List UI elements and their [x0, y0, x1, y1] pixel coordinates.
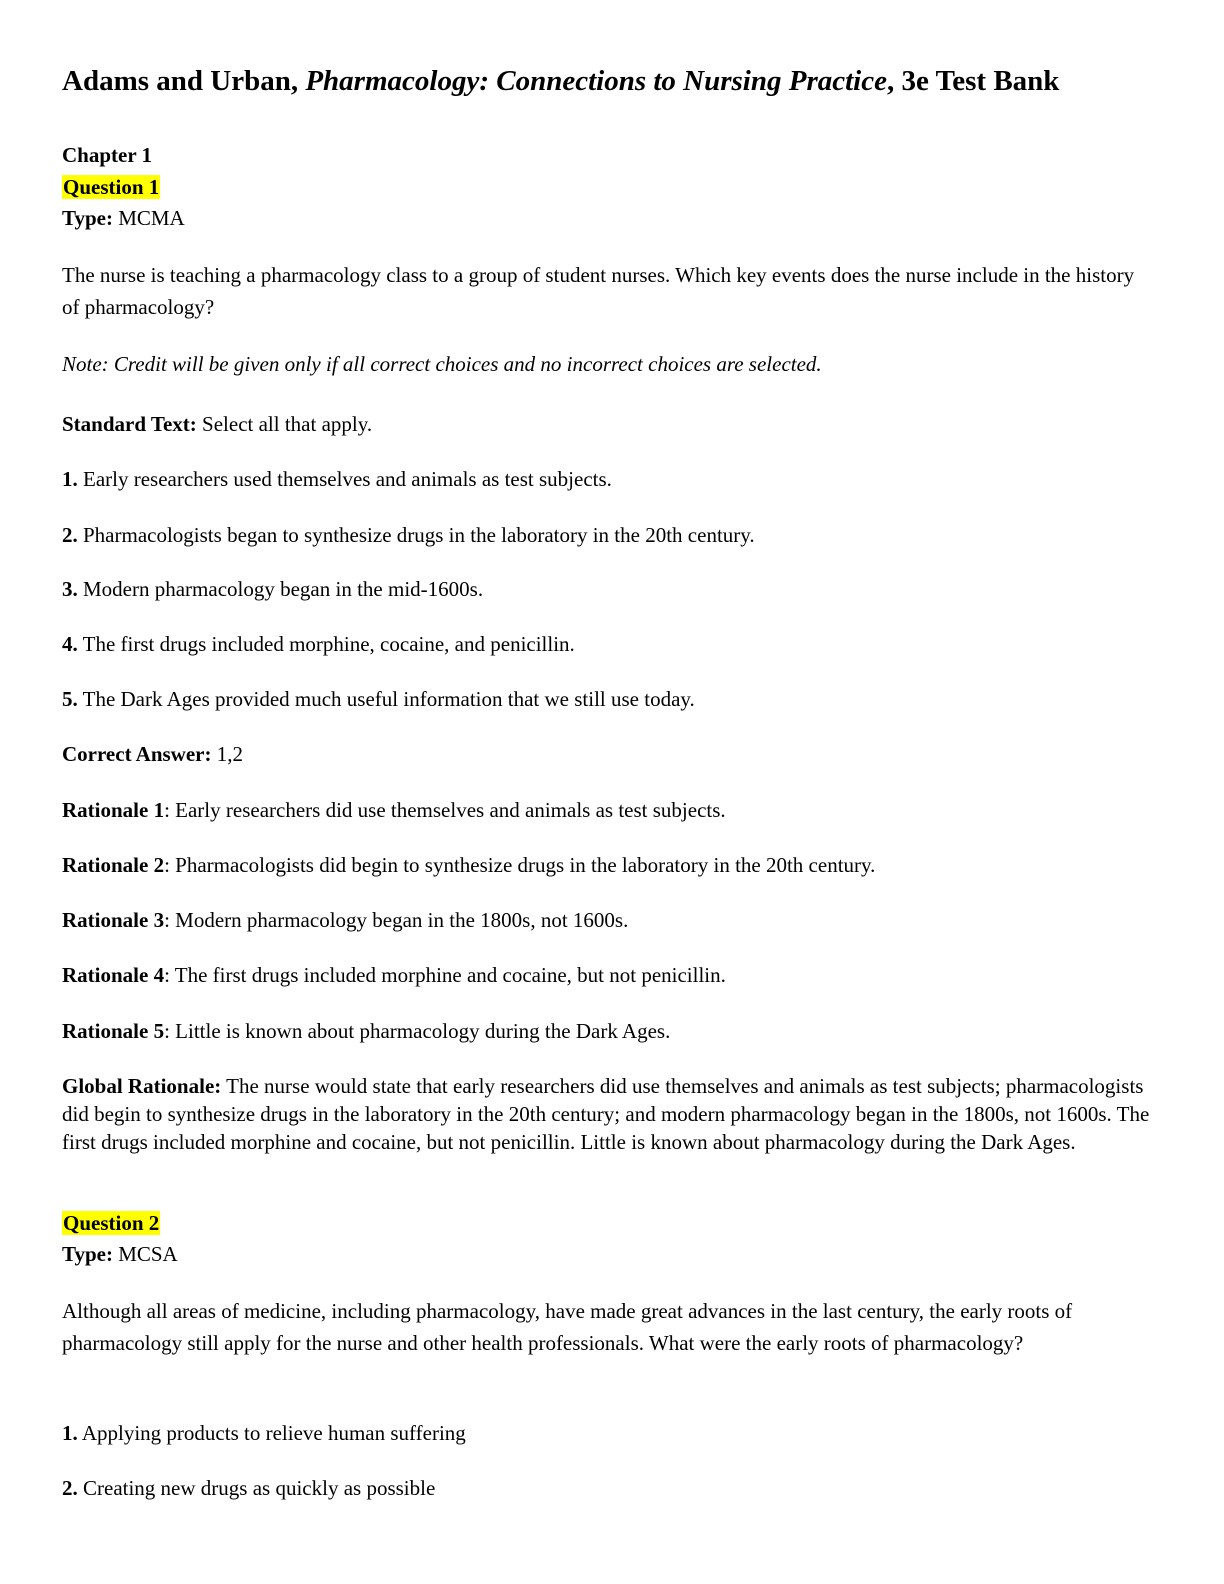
option-number: 4.: [62, 632, 78, 656]
option-text: Modern pharmacology began in the mid-1600s.: [77, 577, 484, 601]
correct-answer-label: Correct Answer:: [62, 742, 212, 766]
option-number: 3.: [62, 577, 78, 601]
question-1-option-1: [62, 465, 1152, 493]
rationale-text: : Modern pharmacology began in the 1800s, not 1600s.: [164, 908, 629, 932]
question-1-option-2: [62, 521, 1152, 549]
question-1-correct-answer: [62, 740, 1152, 768]
option-number: 2.: [62, 1476, 78, 1500]
rationale-label: Rationale 5: [62, 1019, 165, 1043]
rationale-3: [62, 906, 1152, 934]
option-text: Early researchers used themselves and animals as test subjects.: [77, 467, 612, 491]
chapter-heading: Chapter 1: [62, 143, 153, 167]
standard-text-label: Standard Text:: [62, 412, 197, 436]
question-1-stem: The nurse is teaching a pharmacology class to a group of student nurses. Which key events does the nurse include in the history of pharmacology?: [62, 263, 1135, 319]
type-value: MCMA: [112, 206, 185, 230]
question-2-option-2: [62, 1474, 1152, 1502]
option-text: The Dark Ages provided much useful information that we still use today.: [77, 687, 695, 711]
rationale-2: [62, 851, 1152, 879]
type-label: Type:: [62, 1242, 113, 1266]
rationale-label: Rationale 2: [62, 853, 165, 877]
question-1-option-3: [62, 575, 1152, 603]
option-number: 1.: [62, 467, 78, 491]
question-2-stem: Although all areas of medicine, including pharmacology, have made great advances in the last century, the early roots of pharmacology still apply for the nurse and other health professionals. What were the early roots of pharmacology?: [62, 1299, 1073, 1355]
type-label: Type:: [62, 206, 113, 230]
title-suffix: , 3e Test Bank: [886, 65, 1060, 97]
question-2-label: Question 2: [63, 1211, 160, 1235]
global-rationale-label: Global Rationale:: [62, 1074, 222, 1098]
title-prefix: Adams and Urban,: [62, 65, 306, 97]
rationale-text: : Pharmacologists did begin to synthesize drugs in the laboratory in the 20th century.: [164, 853, 876, 877]
standard-text-value: Select all that apply.: [196, 412, 373, 436]
global-rationale-text: The nurse would state that early researchers did use themselves and animals as test subjects; pharmacologists did begin to synthesize drugs in the laboratory in the 20th century; and modern pharmacology began in the 1800s, not 1600s. The first drugs included morphine and cocaine, but not penicillin. Little is known about pharmacology during the Dark Ages.: [62, 1074, 1150, 1154]
correct-answer-value: 1,2: [211, 742, 243, 766]
global-rationale: [62, 1072, 1152, 1156]
question-2-heading: [62, 1209, 1152, 1237]
rationale-text: : The first drugs included morphine and cocaine, but not penicillin.: [164, 963, 726, 987]
option-number: 5.: [62, 687, 78, 711]
rationale-text: : Little is known about pharmacology during the Dark Ages.: [164, 1019, 671, 1043]
type-value: MCSA: [112, 1242, 178, 1266]
rationale-5: [62, 1017, 1152, 1045]
question-1-standard-text: [62, 410, 1152, 438]
option-text: Applying products to relieve human suffering: [77, 1421, 466, 1445]
question-1-option-5: [62, 685, 1152, 713]
rationale-text: : Early researchers did use themselves and animals as test subjects.: [164, 798, 726, 822]
rationale-label: Rationale 3: [62, 908, 165, 932]
question-1-option-4: [62, 630, 1152, 658]
document-title: [62, 62, 1142, 100]
option-number: 1.: [62, 1421, 78, 1445]
rationale-4: [62, 961, 1152, 989]
option-text: The first drugs included morphine, cocaine, and penicillin.: [77, 632, 575, 656]
rationale-1: [62, 796, 1152, 824]
question-1-heading: [62, 173, 1152, 201]
option-text: Pharmacologists began to synthesize drugs in the laboratory in the 20th century.: [77, 523, 755, 547]
question-2-type: [62, 1240, 1152, 1268]
question-1-type: [62, 204, 1152, 232]
option-text: Creating new drugs as quickly as possible: [77, 1476, 436, 1500]
title-book-name: Pharmacology: Connections to Nursing Practice: [305, 65, 887, 97]
rationale-label: Rationale 4: [62, 963, 165, 987]
option-number: 2.: [62, 523, 78, 547]
question-2-option-1: [62, 1419, 1152, 1447]
question-1-label: Question 1: [63, 175, 160, 199]
rationale-label: Rationale 1: [62, 798, 165, 822]
question-1-note: Note: Credit will be given only if all correct choices and no incorrect choices are selected.: [62, 352, 822, 376]
